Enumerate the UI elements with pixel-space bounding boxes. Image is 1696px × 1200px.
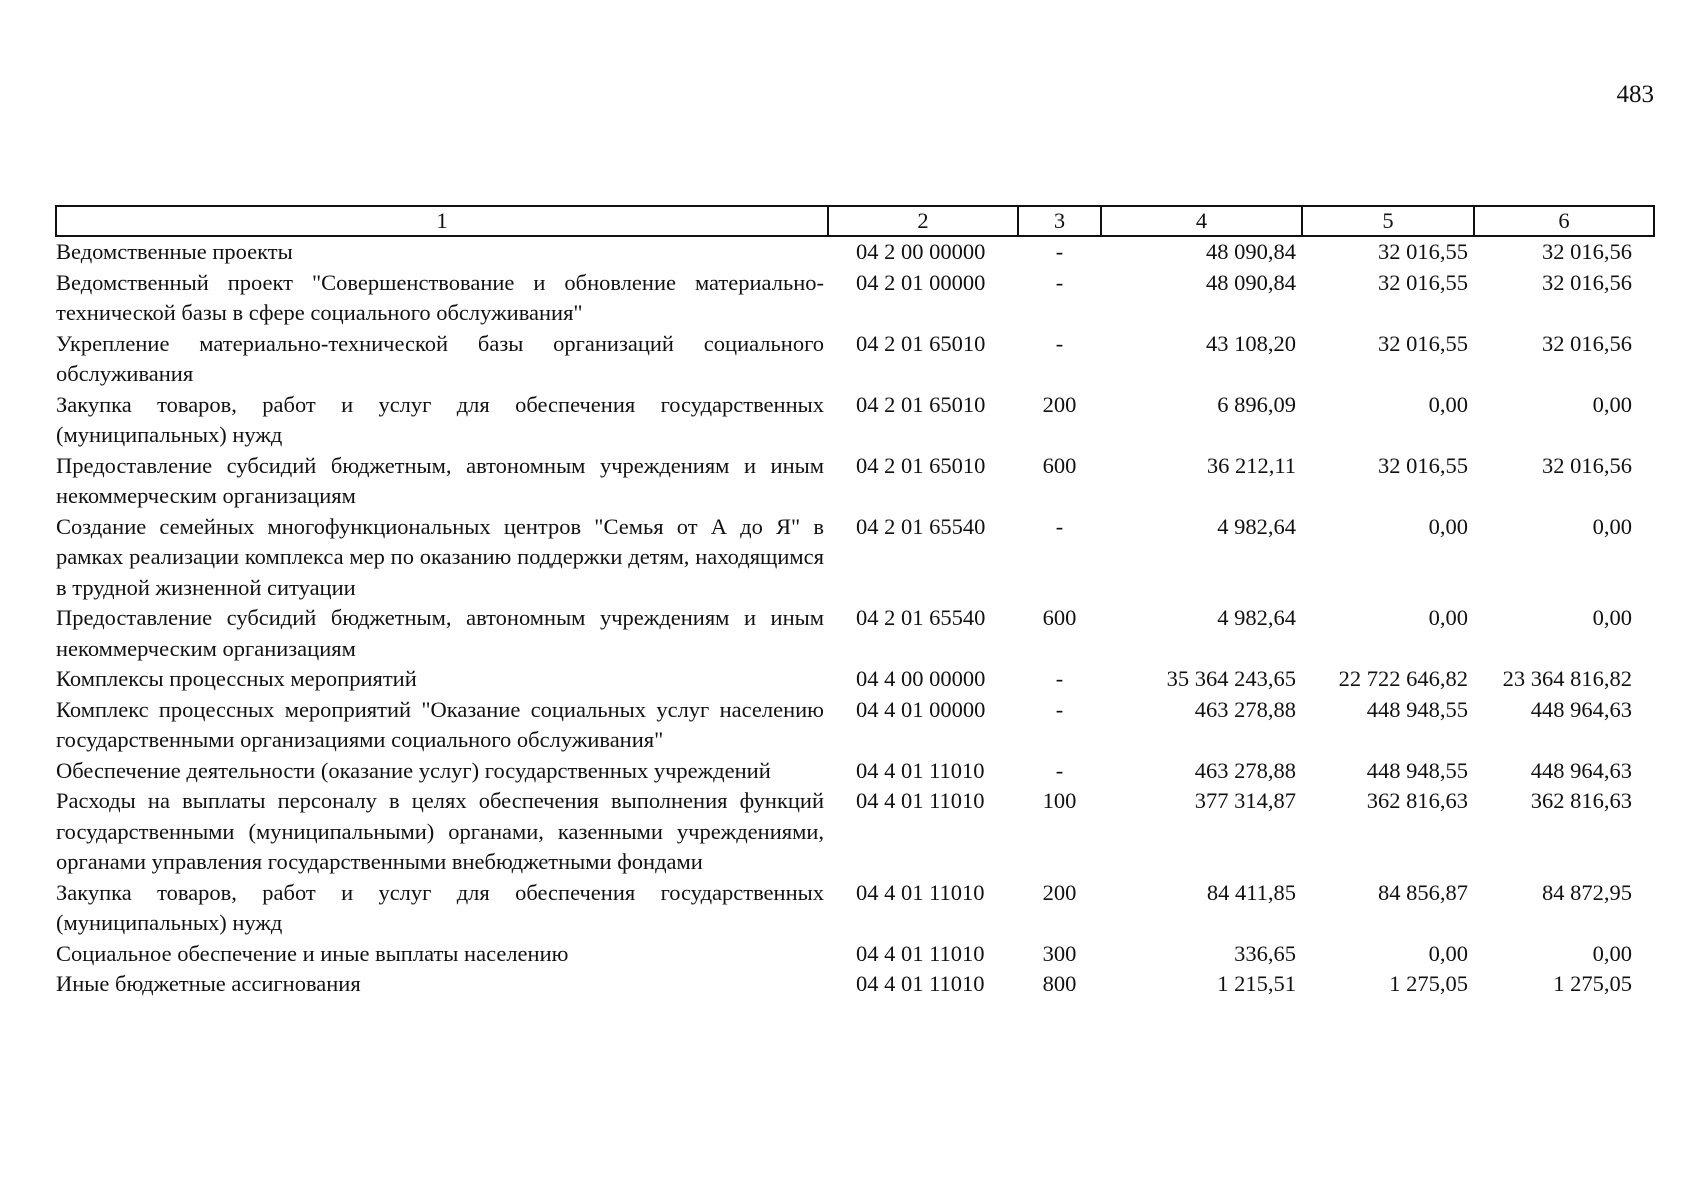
row-amount-col5: 0,00	[1428, 940, 1468, 966]
row-amount-col6: 0,00	[1592, 391, 1632, 417]
table-row	[56, 786, 1654, 878]
row-expense-type: 600	[1042, 605, 1077, 630]
table-row	[56, 236, 1654, 268]
row-amount-col5: 84 856,87	[1378, 879, 1468, 905]
row-name: Создание семейных многофункциональных центров "Семья от А до Я" в рамках реализации комплекса мер по оказанию поддержки детям, находящимся в трудной жизненной ситуации	[56, 513, 824, 600]
row-name: Социальное обеспечение и иные выплаты населению	[56, 940, 569, 966]
row-name: Укрепление материально-технической базы организаций социального обслуживания	[56, 330, 824, 386]
row-amount-col6: 32 016,56	[1542, 239, 1632, 264]
row-amount-col5: 362 816,63	[1366, 788, 1468, 813]
row-expense-type: -	[1055, 757, 1064, 783]
row-amount-col4: 1 215,51	[1217, 971, 1296, 996]
row-amount-col5: 32 016,55	[1378, 452, 1468, 478]
row-name: Ведомственные проекты	[56, 239, 293, 264]
column-header-4: 4	[1101, 206, 1302, 236]
row-amount-col4: 463 278,88	[1194, 757, 1296, 783]
row-amount-col4: 463 278,88	[1194, 696, 1296, 722]
row-name: Иные бюджетные ассигнования	[56, 971, 361, 996]
table-row	[56, 878, 1654, 939]
header-row	[56, 206, 1654, 236]
row-amount-col5: 0,00	[1428, 605, 1468, 630]
budget-table	[55, 205, 1655, 1000]
row-amount-col4: 4 982,64	[1217, 605, 1296, 630]
row-amount-col5: 32 016,55	[1378, 330, 1468, 356]
row-name: Комплекс процессных мероприятий "Оказание социальных услуг населению государственными организациями социального обслуживания"	[56, 696, 824, 752]
row-expense-type: -	[1055, 696, 1064, 722]
row-amount-col4: 36 212,11	[1206, 452, 1296, 478]
row-expense-type: -	[1055, 239, 1064, 264]
table-row	[56, 664, 1654, 695]
row-amount-col4: 84 411,85	[1206, 879, 1296, 905]
row-code: 04 4 01 00000	[856, 696, 986, 722]
row-name: Ведомственный проект "Совершенствование и обновление материально-технической базы в сфере социального обслуживания"	[56, 269, 824, 325]
row-amount-col4: 48 090,84	[1206, 269, 1296, 295]
row-amount-col4: 4 982,64	[1217, 513, 1296, 539]
table-row	[56, 939, 1654, 970]
row-code: 04 4 01 11010	[856, 940, 985, 966]
row-code: 04 2 01 65540	[856, 605, 986, 630]
row-code: 04 4 00 00000	[856, 666, 986, 691]
column-header-3: 3	[1018, 206, 1101, 236]
row-amount-col6: 84 872,95	[1542, 879, 1632, 905]
row-amount-col4: 43 108,20	[1206, 330, 1296, 356]
table-row	[56, 512, 1654, 604]
row-code: 04 2 01 00000	[856, 269, 986, 295]
row-amount-col4: 35 364 243,65	[1166, 666, 1296, 691]
column-header-6: 6	[1474, 206, 1654, 236]
row-amount-col5: 0,00	[1428, 513, 1468, 539]
row-code: 04 2 00 00000	[856, 239, 986, 264]
table-row	[56, 268, 1654, 329]
page-number: 483	[1616, 81, 1654, 108]
row-code: 04 4 01 11010	[856, 757, 985, 783]
row-amount-col5: 32 016,55	[1378, 239, 1468, 264]
column-header-2: 2	[828, 206, 1018, 236]
row-name: Предоставление субсидий бюджетным, автономным учреждениям и иным некоммерческим организациям	[56, 605, 824, 661]
row-amount-col6: 0,00	[1592, 940, 1632, 966]
row-code: 04 4 01 11010	[856, 879, 985, 905]
row-code: 04 2 01 65540	[856, 513, 986, 539]
row-amount-col6: 0,00	[1592, 513, 1632, 539]
row-expense-type: 200	[1042, 391, 1077, 417]
row-amount-col6: 362 816,63	[1530, 788, 1632, 813]
row-amount-col4: 336,65	[1234, 940, 1296, 966]
row-expense-type: -	[1055, 330, 1064, 356]
row-amount-col5: 32 016,55	[1378, 269, 1468, 295]
row-name: Комплексы процессных мероприятий	[56, 666, 417, 691]
row-amount-col6: 32 016,56	[1542, 330, 1632, 356]
row-amount-col4: 48 090,84	[1206, 239, 1296, 264]
row-name: Предоставление субсидий бюджетным, автономным учреждениям и иным некоммерческим организациям	[56, 452, 824, 508]
row-code: 04 2 01 65010	[856, 452, 986, 478]
row-expense-type: -	[1055, 269, 1064, 295]
table-row	[56, 969, 1654, 1000]
row-expense-type: 600	[1042, 452, 1077, 478]
row-amount-col4: 377 314,87	[1194, 788, 1296, 813]
row-amount-col4: 6 896,09	[1217, 391, 1296, 417]
row-amount-col6: 0,00	[1592, 605, 1632, 630]
row-name: Обеспечение деятельности (оказание услуг) государственных учреждений	[56, 757, 771, 783]
row-amount-col6: 32 016,56	[1542, 269, 1632, 295]
table-row	[56, 390, 1654, 451]
table-row	[56, 451, 1654, 512]
table-row	[56, 756, 1654, 787]
table-body	[56, 236, 1654, 1000]
table-row	[56, 695, 1654, 756]
row-code: 04 2 01 65010	[856, 391, 986, 417]
row-amount-col6: 32 016,56	[1542, 452, 1632, 478]
row-amount-col6: 23 364 816,82	[1502, 666, 1632, 691]
row-expense-type: 300	[1042, 940, 1077, 966]
row-amount-col5: 22 722 646,82	[1338, 666, 1468, 691]
row-expense-type: -	[1055, 666, 1064, 691]
row-code: 04 2 01 65010	[856, 330, 986, 356]
row-expense-type: 800	[1042, 971, 1077, 996]
row-name: Закупка товаров, работ и услуг для обеспечения государственных (муниципальных) нужд	[56, 391, 824, 447]
column-header-1: 1	[56, 206, 828, 236]
table-row	[56, 603, 1654, 664]
row-amount-col5: 448 948,55	[1366, 757, 1468, 783]
row-amount-col5: 448 948,55	[1366, 696, 1468, 722]
row-expense-type: 200	[1042, 879, 1077, 905]
row-amount-col6: 448 964,63	[1530, 757, 1632, 783]
row-code: 04 4 01 11010	[856, 788, 985, 813]
row-amount-col5: 1 275,05	[1389, 971, 1468, 996]
table-header	[56, 206, 1654, 236]
column-header-5: 5	[1302, 206, 1474, 236]
row-amount-col5: 0,00	[1428, 391, 1468, 417]
row-amount-col6: 1 275,05	[1553, 971, 1632, 996]
row-code: 04 4 01 11010	[856, 971, 985, 996]
row-expense-type: 100	[1042, 788, 1077, 813]
row-name: Расходы на выплаты персоналу в целях обеспечения выполнения функций государственными (муниципальными) органами, казенными учреждениями, органами управления государственными внебюджетными фондами	[56, 788, 824, 874]
row-name: Закупка товаров, работ и услуг для обеспечения государственных (муниципальных) нужд	[56, 879, 824, 935]
row-amount-col6: 448 964,63	[1530, 696, 1632, 722]
row-expense-type: -	[1055, 513, 1064, 539]
table-row	[56, 329, 1654, 390]
